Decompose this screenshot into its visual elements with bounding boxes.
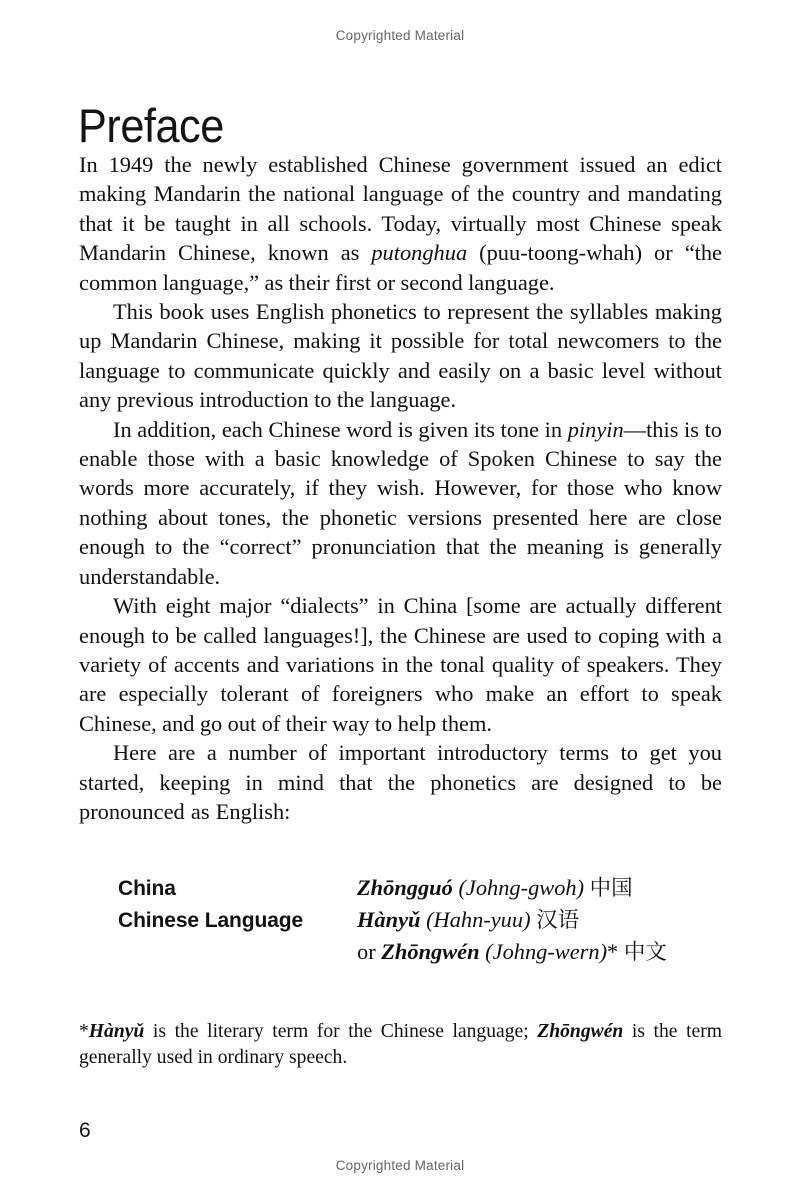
term-value xyxy=(357,872,722,904)
footnote xyxy=(79,1019,722,1071)
paragraph-3-italic-1: pinyin xyxy=(567,416,624,442)
paragraph-3 xyxy=(79,415,722,591)
term-phonetic: (Johng-gwoh) xyxy=(458,875,585,900)
paragraph-5-text-0: Here are a number of important introductory terms to get you started, keeping in mind that the phonetics are designed to be pronounced as English: xyxy=(79,740,722,824)
footnote-text-4: is the term generally used in ordinary speech. xyxy=(79,1021,722,1068)
footnote-pinyin-1: Hànyǔ xyxy=(88,1021,145,1042)
body-text-column xyxy=(79,150,722,826)
term-hanzi: 汉语 xyxy=(536,908,580,933)
paragraph-2-text-0: This book uses English phonetics to represent the syllables making up Mandarin Chinese, making it possible for total newcomers to the language to communicate quickly and easily on a basic level without any previous introduction to the language. xyxy=(79,299,722,413)
term-footnote-marker: * xyxy=(607,939,619,964)
page-title: Preface xyxy=(78,99,224,153)
page-number: 6 xyxy=(79,1119,91,1142)
term-row xyxy=(118,872,722,904)
footnote-text-0: * xyxy=(79,1021,89,1042)
term-row xyxy=(118,936,722,968)
paragraph-3-text-2: —this is to enable those with a basic knowledge of Spoken Chinese to say the words more accurately, if they wish. However, for those who know nothing about tones, the phonetic versions presented here are close enough to the “correct” pronunciation that the meaning is generally understandable. xyxy=(79,416,723,589)
paragraph-4 xyxy=(79,591,722,738)
term-pinyin: Zhōngwén xyxy=(381,939,480,964)
term-pinyin: Zhōngguó xyxy=(357,875,453,900)
term-value xyxy=(357,936,722,968)
footnote-pinyin-3: Zhōngwén xyxy=(537,1021,624,1042)
paragraph-5 xyxy=(79,738,722,826)
paragraph-3-text-0: In addition, each Chinese word is given its tone in xyxy=(113,416,568,442)
paragraph-1-text-0: In 1949 the newly established Chinese government issued an edict making Mandarin the national language of the country and mandating that it be taught in all schools. Today, virtually most Chinese speak Mandarin Chinese, known as xyxy=(79,152,722,266)
term-label: Chinese Language xyxy=(118,909,304,932)
paragraph-1 xyxy=(79,150,722,297)
footnote-text-2: is the literary term for the Chinese language; xyxy=(144,1021,538,1042)
paragraph-1-text-2: (puu-toong-whah) or “the common language,” as their first or second language. xyxy=(79,240,722,295)
glossary-term-list xyxy=(118,872,722,968)
paragraph-2 xyxy=(79,297,722,415)
paragraph-4-text-0: With eight major “dialects” in China [some are actually different enough to be called languages!], the Chinese are used to coping with a variety of accents and variations in the tonal quality of speakers. They are especially tolerant of foreigners who make an effort to speak Chinese, and go out of their way to help them. xyxy=(79,593,722,736)
term-pinyin: Hànyǔ xyxy=(357,907,421,932)
term-value xyxy=(357,904,722,936)
running-head-bottom: Copyrighted Material xyxy=(335,1158,465,1173)
term-hanzi: 中文 xyxy=(623,940,667,965)
term-phonetic: (Johng-wern) xyxy=(485,939,608,964)
term-row xyxy=(118,904,722,936)
term-label: China xyxy=(118,877,176,900)
paragraph-1-italic-1: putonghua xyxy=(371,240,468,266)
term-conjunction: or xyxy=(357,939,382,964)
running-head-top: Copyrighted Material xyxy=(335,28,465,43)
term-hanzi: 中国 xyxy=(589,876,633,901)
term-phonetic: (Hahn-yuu) xyxy=(426,907,531,932)
